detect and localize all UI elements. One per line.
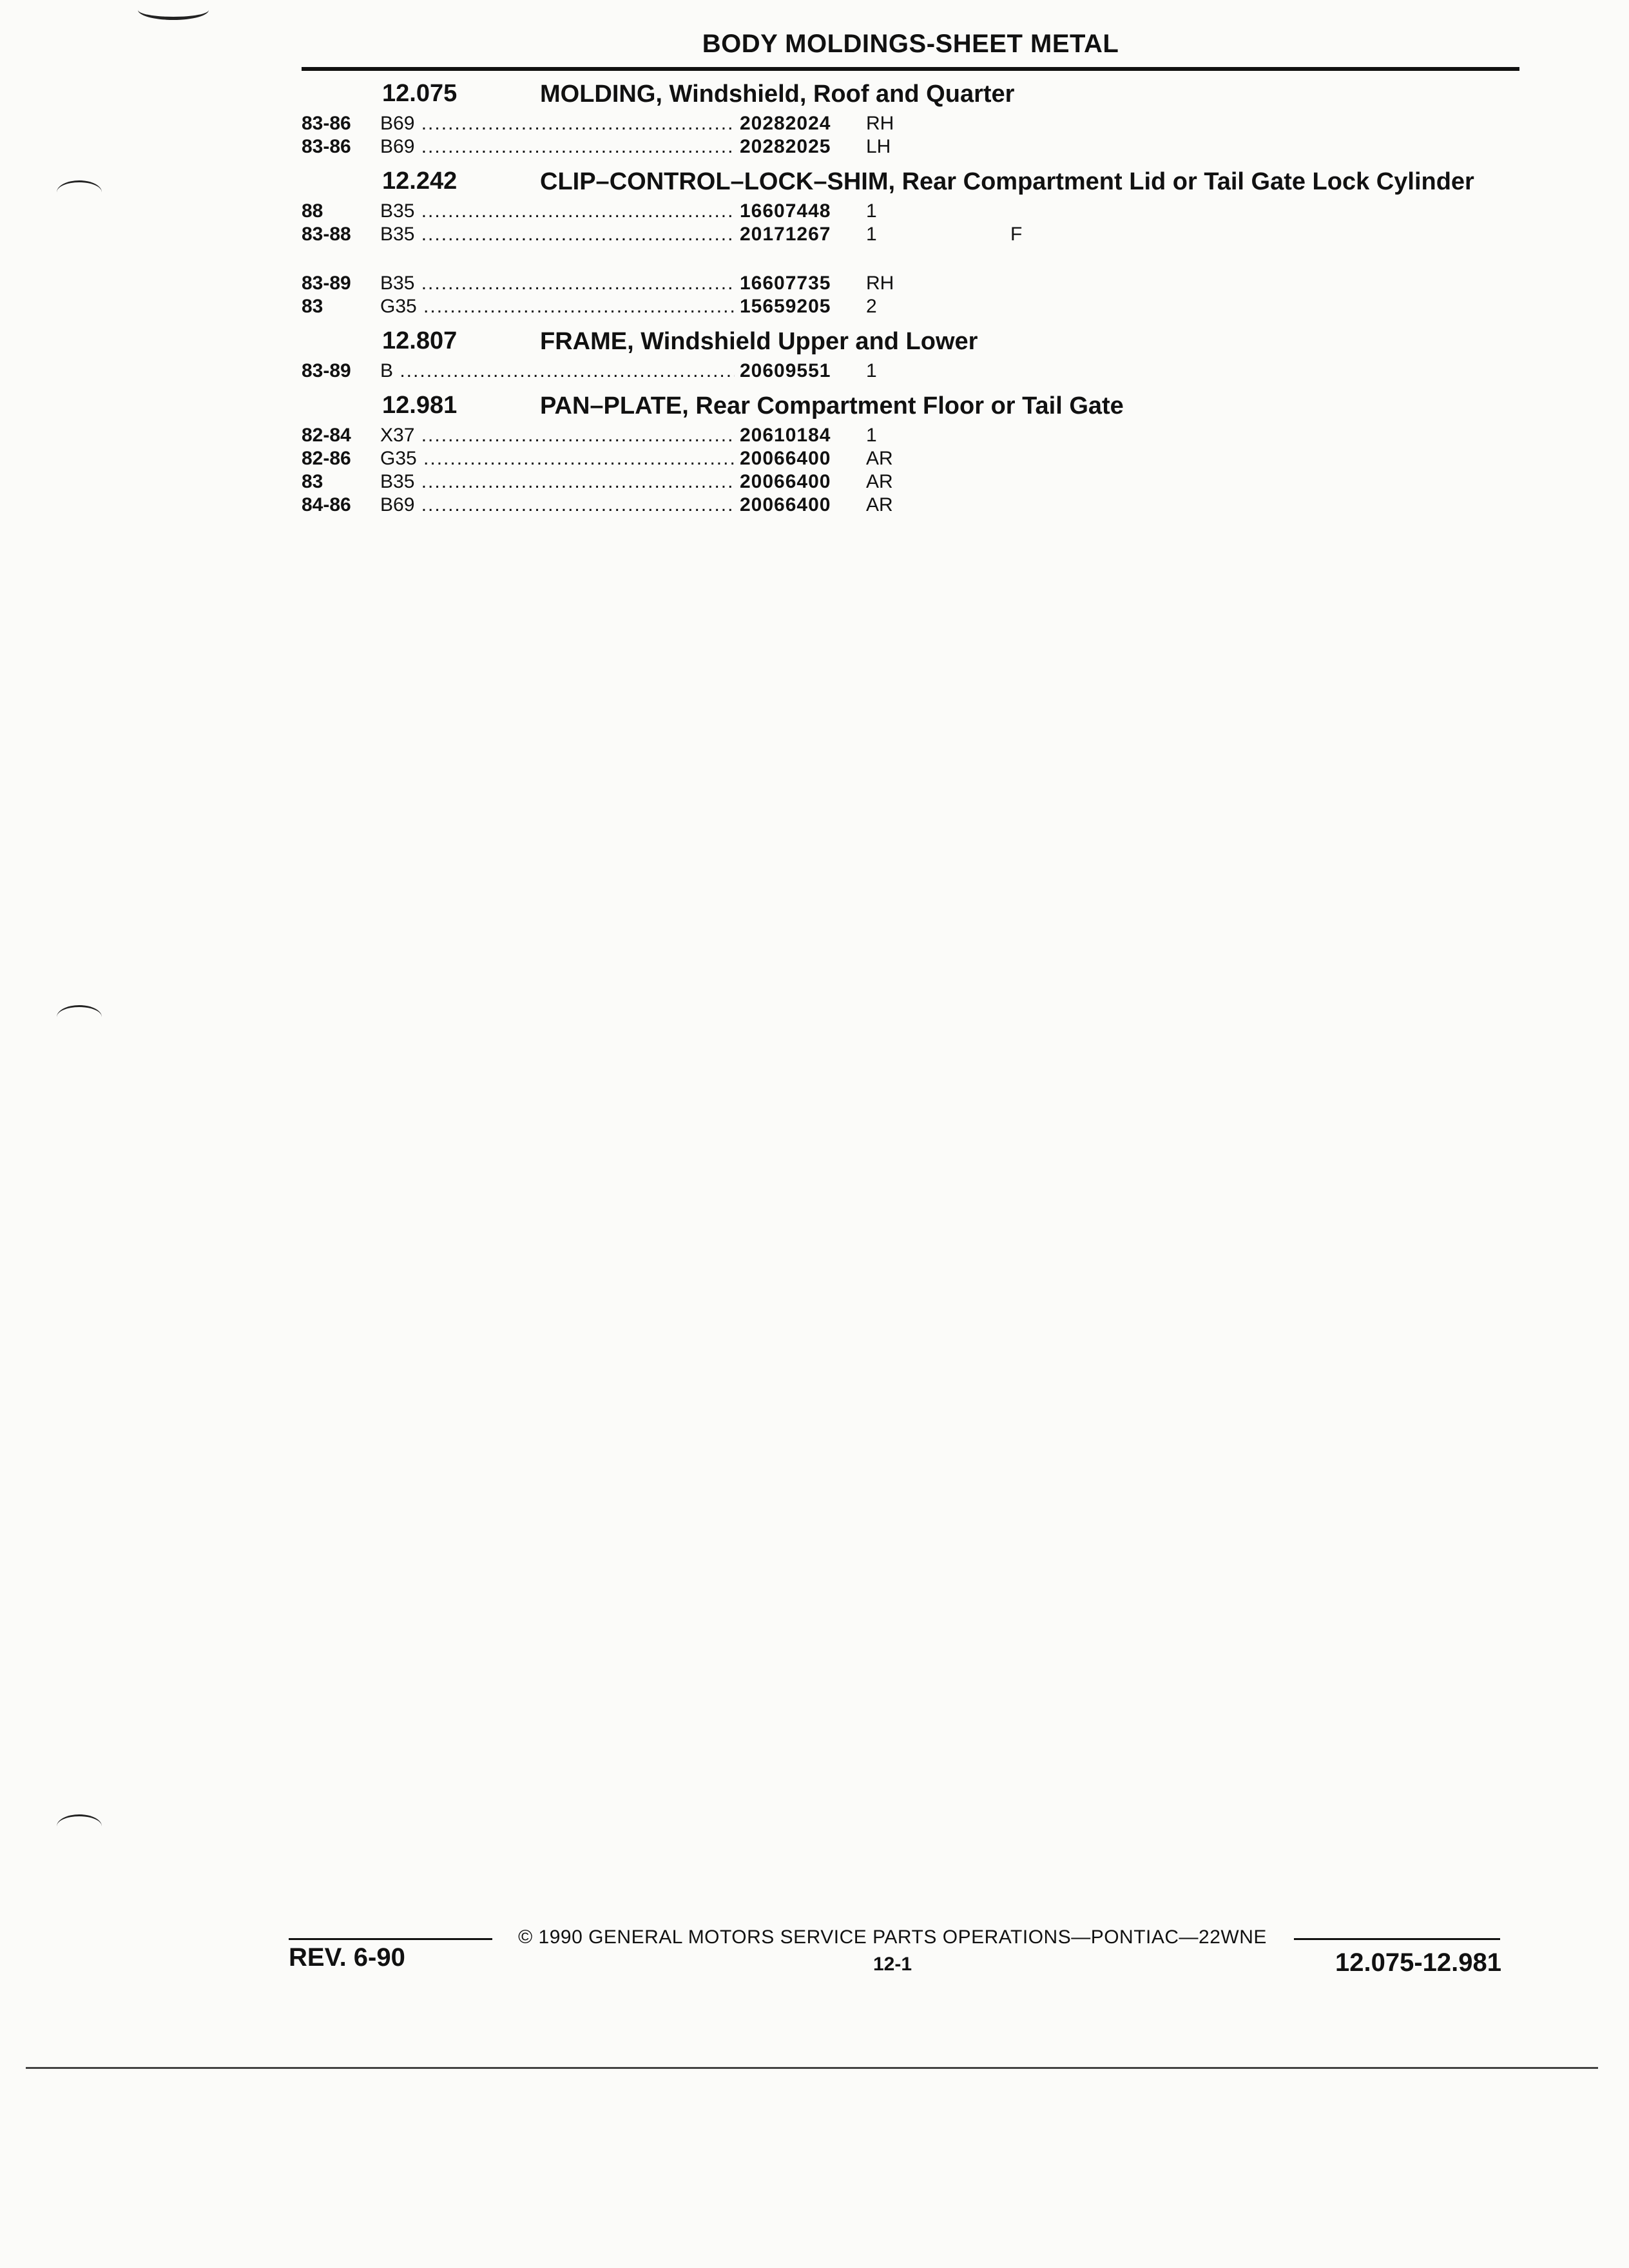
group-rows [302,112,1519,159]
body-model: G35 ..... [380,447,741,470]
group-title: MOLDING, Windshield, Roof and Quarter [540,81,1015,108]
body-model: B ..... [380,360,741,383]
group-rows [302,360,1519,383]
body-model: B35 ..... [380,223,741,246]
group-number: 12.981 [382,392,458,419]
part-number: 20282025 [735,135,862,159]
model-years: 83 [302,296,323,317]
part-row [302,223,1519,272]
model-years: 83-89 [302,273,351,294]
quantity: AR [866,448,893,469]
part-number: 20066400 [735,470,862,494]
revision-label: REV. 6-90 [289,1943,405,1972]
model-years: 83-88 [302,224,351,245]
model-years: 88 [302,200,323,222]
group-rows [302,424,1519,517]
model-years: 83-86 [302,136,351,157]
part-row [302,470,1519,494]
part-number: 20610184 [735,424,862,447]
group-heading [302,326,1519,356]
part-row [302,135,1519,159]
parts-catalog [302,79,1519,524]
model-years: 83-86 [302,113,351,134]
quantity: RH [866,113,894,134]
part-group [302,390,1519,517]
part-group [302,166,1519,318]
quantity: RH [866,273,894,294]
part-number: 20282024 [735,112,862,135]
body-model: B35 ..... [380,272,741,295]
group-heading [302,166,1519,196]
model-years: 83 [302,471,323,492]
footer-rule [1294,1938,1500,1940]
quantity: LH [866,136,891,157]
punch-hole-mark [57,1005,102,1029]
page-header: BODY MOLDINGS-SHEET METAL [702,30,1119,58]
part-group [302,326,1519,383]
part-number: 20171267 [735,223,862,246]
part-number: 16607448 [735,200,862,223]
quantity: 1 [866,224,877,245]
group-number: 12.242 [382,168,458,195]
group-rows [302,200,1519,318]
model-years: 82-84 [302,425,351,446]
quantity: 1 [866,360,877,381]
part-number: 20066400 [735,494,862,517]
model-years: 83-89 [302,360,351,381]
body-model: B35 ..... [380,470,741,494]
part-group [302,79,1519,159]
model-years: 82-86 [302,448,351,469]
punch-hole-mark [57,1814,102,1838]
part-row [302,112,1519,135]
scan-edge-rule [26,2067,1598,2069]
quantity: 2 [866,296,877,317]
model-years: 84-86 [302,494,351,515]
part-row [302,360,1519,383]
quantity: 1 [866,200,877,222]
part-number: 16607735 [735,272,862,295]
body-model: B35 ..... [380,200,741,223]
page-number: 12-1 [872,1954,912,1975]
part-row [302,494,1519,517]
group-title: PAN–PLATE, Rear Compartment Floor or Tail Gate [540,392,1124,419]
group-number: 12.075 [382,80,458,107]
part-row [302,295,1519,318]
body-model: B69 ..... [380,135,741,159]
body-model: B69 ..... [380,494,741,517]
part-number: 15659205 [735,295,862,318]
quantity: AR [866,471,893,492]
part-number: 20609551 [735,360,862,383]
body-model: G35 ..... [380,295,741,318]
group-title: CLIP–CONTROL–LOCK–SHIM, Rear Compartment Lid or Tail Gate Lock Cylinder [540,168,1474,195]
scan-mark [138,0,209,20]
header-rule [302,67,1519,71]
service-code: F [1010,224,1023,245]
quantity: AR [866,494,893,515]
body-model: B69 ..... [380,112,741,135]
footer-copyright: © 1990 GENERAL MOTORS SERVICE PARTS OPERATIONS—PONTIAC—22WNE [518,1927,1267,1948]
body-model: X37 ..... [380,424,741,447]
quantity: 1 [866,425,877,446]
footer-rule [289,1938,492,1940]
part-row [302,272,1519,295]
part-row [302,200,1519,223]
group-heading [302,390,1519,420]
section-range: 12.075-12.981 [1335,1948,1501,1977]
group-heading [302,79,1519,108]
part-row [302,447,1519,470]
part-number: 20066400 [735,447,862,470]
group-title: FRAME, Windshield Upper and Lower [540,328,978,355]
punch-hole-mark [57,180,102,204]
part-row [302,424,1519,447]
group-number: 12.807 [382,327,458,354]
